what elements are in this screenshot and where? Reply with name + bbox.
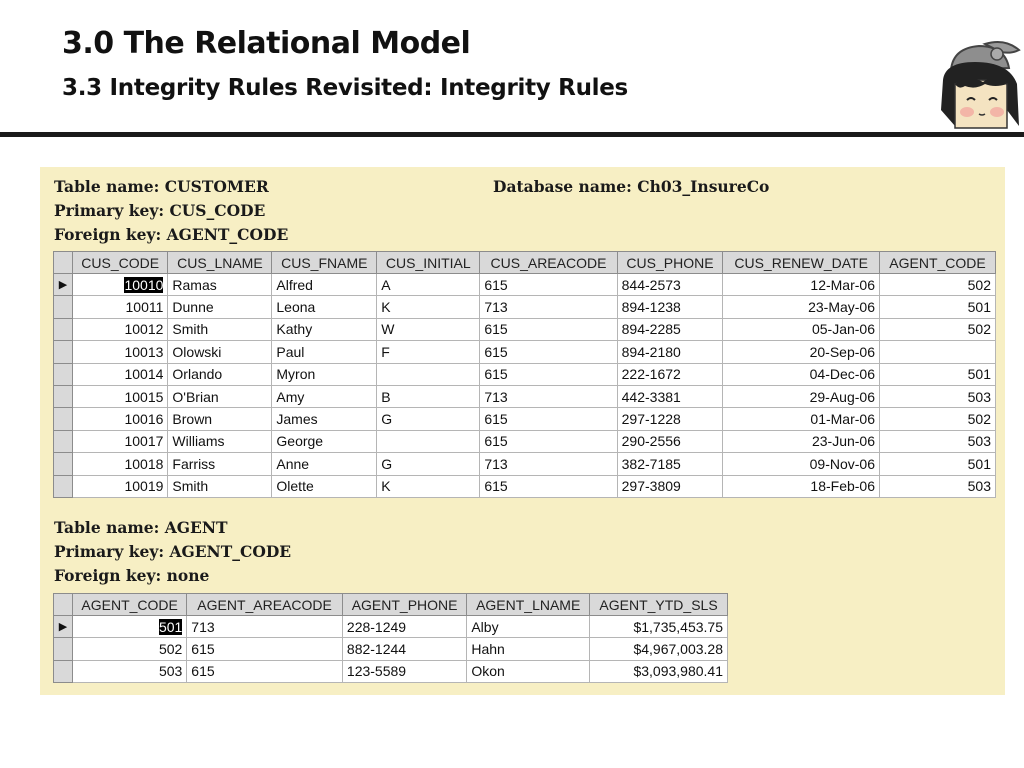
row-selector-header [54, 594, 73, 616]
table-cell[interactable] [168, 363, 272, 385]
cell-value: 503 [967, 478, 991, 495]
column-header[interactable]: CUS_PHONE [617, 252, 723, 274]
figure-panel [40, 167, 1005, 695]
table-cell[interactable] [272, 385, 377, 407]
table-cell[interactable] [723, 341, 880, 363]
table-cell[interactable] [377, 341, 480, 363]
cell-value: 501 [158, 618, 183, 635]
cell-value: 12-Mar-06 [810, 276, 875, 293]
cell-value: 894-1238 [621, 299, 681, 316]
cell-value: 713 [484, 299, 508, 316]
cell-value: 615 [484, 343, 508, 360]
cell-value: 501 [967, 455, 991, 472]
cell-value: 502 [158, 641, 183, 658]
table-row[interactable] [54, 385, 996, 407]
agent-table [53, 593, 728, 683]
column-header[interactable]: AGENT_PHONE [342, 594, 466, 616]
table-cell[interactable] [617, 475, 723, 497]
column-header[interactable]: AGENT_AREACODE [187, 594, 343, 616]
table-row[interactable] [54, 318, 996, 340]
cell-value: Myron [276, 366, 316, 383]
cell-value: 10011 [125, 299, 164, 316]
row-selector[interactable] [54, 341, 73, 363]
cell-value: 501 [967, 299, 991, 316]
table-cell[interactable] [467, 616, 590, 638]
cell-value: Hahn [471, 641, 505, 658]
table-cell[interactable] [342, 660, 466, 682]
column-header[interactable]: CUS_CODE [73, 252, 168, 274]
table-cell[interactable] [73, 408, 168, 430]
table-cell[interactable] [187, 638, 343, 660]
table-cell[interactable] [723, 274, 880, 296]
cell-value: George [276, 433, 324, 450]
table-cell[interactable] [480, 296, 617, 318]
cell-value: 615 [484, 276, 508, 293]
cell-value: 615 [484, 478, 508, 495]
cell-value: Anne [276, 455, 310, 472]
cell-value: K [381, 478, 391, 495]
table-cell[interactable] [73, 660, 187, 682]
cell-value: 615 [484, 411, 508, 428]
table-cell[interactable] [480, 430, 617, 452]
cell-value: 290-2556 [621, 433, 681, 450]
table-cell[interactable] [480, 475, 617, 497]
cell-value: 382-7185 [621, 455, 681, 472]
table-cell[interactable] [168, 341, 272, 363]
table-cell[interactable] [272, 296, 377, 318]
table-row[interactable] [54, 296, 996, 318]
cell-value: Ramas [172, 276, 217, 293]
cell-value: 615 [191, 663, 215, 680]
table-row[interactable] [54, 274, 996, 296]
column-header[interactable]: AGENT_LNAME [467, 594, 590, 616]
cell-value: G [381, 455, 393, 472]
table-cell[interactable] [880, 453, 996, 475]
table-cell[interactable] [590, 616, 728, 638]
table-cell[interactable] [73, 430, 168, 452]
cell-value: 713 [484, 388, 508, 405]
table-cell[interactable] [467, 638, 590, 660]
table-row[interactable] [54, 341, 996, 363]
mascot-icon [935, 40, 1024, 132]
agent-metadata [54, 516, 291, 588]
table-cell[interactable] [617, 296, 723, 318]
table-cell[interactable] [880, 341, 996, 363]
table-cell[interactable] [480, 363, 617, 385]
table-cell[interactable] [617, 408, 723, 430]
table-row[interactable] [54, 638, 728, 660]
cell-value: B [381, 388, 391, 405]
table-cell[interactable] [272, 318, 377, 340]
row-selector[interactable] [54, 363, 73, 385]
table-cell[interactable] [377, 408, 480, 430]
table-cell[interactable] [168, 318, 272, 340]
agent-primary-key: Primary key: AGENT_CODE [54, 542, 292, 561]
table-cell[interactable] [880, 430, 996, 452]
table-cell[interactable] [73, 363, 168, 385]
cell-value: Smith [172, 321, 209, 338]
table-cell[interactable] [880, 274, 996, 296]
cell-value: 503 [158, 663, 183, 680]
cell-value: Brown [172, 411, 213, 428]
row-selector[interactable] [54, 660, 73, 682]
cell-value: Orlando [172, 366, 223, 383]
table-cell[interactable] [723, 430, 880, 452]
table-cell[interactable] [272, 274, 377, 296]
row-selector[interactable] [54, 318, 73, 340]
table-cell[interactable] [467, 660, 590, 682]
table-cell[interactable] [272, 453, 377, 475]
cell-value: $3,093,980.41 [633, 663, 723, 680]
cell-value: 503 [967, 433, 991, 450]
cell-value: 615 [484, 366, 508, 383]
cell-value: 29-Aug-06 [809, 388, 875, 405]
cell-value: 10016 [124, 411, 164, 428]
cell-value: F [381, 343, 390, 360]
column-header[interactable]: CUS_AREACODE [480, 252, 617, 274]
row-selector[interactable] [54, 296, 73, 318]
table-cell[interactable] [272, 475, 377, 497]
table-cell[interactable] [73, 453, 168, 475]
table-row[interactable] [54, 616, 728, 638]
table-cell[interactable] [880, 408, 996, 430]
cell-value: 713 [191, 618, 215, 635]
table-cell[interactable] [73, 475, 168, 497]
table-cell[interactable] [168, 430, 272, 452]
column-header[interactable]: AGENT_CODE [73, 594, 187, 616]
cell-value: Farriss [172, 455, 216, 472]
cell-value: O'Brian [172, 388, 219, 405]
current-record-arrow-icon[interactable]: ▶ [54, 274, 73, 296]
column-header[interactable]: CUS_LNAME [168, 252, 272, 274]
table-cell[interactable] [880, 296, 996, 318]
row-selector[interactable] [54, 430, 73, 452]
table-cell[interactable] [342, 616, 466, 638]
cell-value: 04-Dec-06 [809, 366, 875, 383]
table-cell[interactable] [168, 296, 272, 318]
cell-value: Okon [471, 663, 505, 680]
table-row[interactable] [54, 453, 996, 475]
cell-value: 10017 [124, 433, 164, 450]
cell-value: Leona [276, 299, 316, 316]
cell-value: W [381, 321, 395, 338]
cell-value: 615 [484, 433, 508, 450]
row-selector-header [54, 252, 73, 274]
cell-value: Alby [471, 618, 499, 635]
cell-value: Amy [276, 388, 305, 405]
cell-value: 882-1244 [346, 641, 407, 658]
cell-value: 23-May-06 [808, 299, 875, 316]
table-cell[interactable] [723, 318, 880, 340]
table-row[interactable] [54, 408, 996, 430]
cell-value: 501 [967, 366, 991, 383]
table-cell[interactable] [377, 274, 480, 296]
table-row[interactable] [54, 660, 728, 682]
table-cell[interactable] [617, 453, 723, 475]
customer-header-row [54, 252, 996, 274]
table-cell[interactable] [272, 408, 377, 430]
table-cell[interactable] [480, 385, 617, 407]
table-cell[interactable] [617, 274, 723, 296]
cell-value: 18-Feb-06 [810, 478, 875, 495]
customer-table-name: Table name: CUSTOMER [54, 177, 269, 196]
column-header[interactable]: AGENT_CODE [880, 252, 996, 274]
row-selector[interactable] [54, 408, 73, 430]
cell-value: 615 [484, 321, 508, 338]
cell-value: $1,735,453.75 [633, 618, 723, 635]
table-cell[interactable] [187, 660, 343, 682]
row-selector[interactable] [54, 638, 73, 660]
cell-value: Williams [172, 433, 225, 450]
cell-value: 23-Jun-06 [811, 433, 875, 450]
cell-value: 123-5589 [346, 663, 407, 680]
table-cell[interactable] [480, 341, 617, 363]
cell-value: Olowski [172, 343, 222, 360]
database-name: Database name: Ch03_InsureCo [493, 177, 770, 196]
row-selector[interactable] [54, 385, 73, 407]
table-cell[interactable] [723, 363, 880, 385]
column-header[interactable]: CUS_INITIAL [377, 252, 480, 274]
table-cell[interactable] [272, 430, 377, 452]
table-cell[interactable] [590, 660, 728, 682]
cell-value: 10013 [124, 343, 164, 360]
table-cell[interactable] [590, 638, 728, 660]
agent-header-row [54, 594, 728, 616]
table-cell[interactable] [880, 318, 996, 340]
cell-value: Olette [276, 478, 314, 495]
cell-value: 05-Jan-06 [811, 321, 875, 338]
table-cell[interactable] [73, 341, 168, 363]
table-cell[interactable] [168, 408, 272, 430]
cell-value: 502 [967, 276, 991, 293]
cell-value: Dunne [172, 299, 214, 316]
cell-value: 10010 [124, 276, 164, 293]
table-cell[interactable] [168, 475, 272, 497]
table-row[interactable] [54, 363, 996, 385]
table-cell[interactable] [73, 616, 187, 638]
cell-value: 297-1228 [621, 411, 681, 428]
table-cell[interactable] [73, 296, 168, 318]
current-record-arrow-icon[interactable]: ▶ [54, 616, 73, 638]
table-cell[interactable] [377, 453, 480, 475]
cell-value: 894-2285 [621, 321, 681, 338]
cell-value: G [381, 411, 393, 428]
customer-table [53, 251, 996, 498]
cell-value: 442-3381 [621, 388, 681, 405]
table-cell[interactable] [480, 453, 617, 475]
table-cell[interactable] [168, 274, 272, 296]
cell-value: 10018 [124, 455, 164, 472]
table-cell[interactable] [377, 475, 480, 497]
cell-value: 10015 [124, 388, 164, 405]
table-cell[interactable] [342, 638, 466, 660]
table-cell[interactable] [73, 638, 187, 660]
cell-value: $4,967,003.28 [633, 641, 723, 658]
table-cell[interactable] [377, 296, 480, 318]
cell-value: Paul [276, 343, 305, 360]
cell-value: James [276, 411, 318, 428]
cell-value: 502 [967, 411, 991, 428]
cell-value: 894-2180 [621, 343, 681, 360]
table-cell[interactable] [617, 363, 723, 385]
slide-subtitle: 3.3 Integrity Rules Revisited: Integrity Rules [62, 75, 628, 101]
table-cell[interactable] [880, 385, 996, 407]
table-cell[interactable] [723, 296, 880, 318]
cell-value: 01-Mar-06 [810, 411, 875, 428]
cell-value: 615 [191, 641, 215, 658]
table-cell[interactable] [272, 341, 377, 363]
table-cell[interactable] [168, 385, 272, 407]
table-cell[interactable] [723, 453, 880, 475]
table-cell[interactable] [723, 475, 880, 497]
table-cell[interactable] [617, 430, 723, 452]
column-header[interactable]: CUS_FNAME [272, 252, 377, 274]
agent-foreign-key: Foreign key: none [54, 566, 210, 585]
row-selector[interactable] [54, 453, 73, 475]
slide-title: 3.0 The Relational Model [62, 26, 471, 61]
table-cell[interactable] [880, 363, 996, 385]
cell-value: 502 [967, 321, 991, 338]
agent-table-name: Table name: AGENT [54, 518, 228, 537]
cell-value: Smith [172, 478, 209, 495]
cell-value: 09-Nov-06 [809, 455, 875, 472]
table-cell[interactable] [480, 274, 617, 296]
table-cell[interactable] [617, 318, 723, 340]
customer-primary-key: Primary key: CUS_CODE [54, 201, 266, 220]
table-cell[interactable] [73, 385, 168, 407]
cell-value: A [381, 276, 391, 293]
cell-value: 297-3809 [621, 478, 681, 495]
cell-value: 20-Sep-06 [809, 343, 875, 360]
table-cell[interactable] [377, 385, 480, 407]
table-cell[interactable] [480, 318, 617, 340]
table-cell[interactable] [168, 453, 272, 475]
table-cell[interactable] [377, 430, 480, 452]
cell-value: 10014 [124, 366, 164, 383]
table-cell[interactable] [187, 616, 343, 638]
cell-value: K [381, 299, 391, 316]
table-cell[interactable] [617, 341, 723, 363]
cell-value: Kathy [276, 321, 313, 338]
table-row[interactable] [54, 430, 996, 452]
table-cell[interactable] [617, 385, 723, 407]
cell-value: 228-1249 [346, 618, 407, 635]
table-cell[interactable] [723, 385, 880, 407]
table-cell[interactable] [880, 475, 996, 497]
column-header[interactable]: AGENT_YTD_SLS [590, 594, 728, 616]
customer-foreign-key: Foreign key: AGENT_CODE [54, 225, 289, 244]
table-cell[interactable] [480, 408, 617, 430]
cell-value: 844-2573 [621, 276, 681, 293]
cell-value: 10012 [124, 321, 164, 338]
table-cell[interactable] [272, 363, 377, 385]
column-header[interactable]: CUS_RENEW_DATE [723, 252, 880, 274]
table-row[interactable] [54, 475, 996, 497]
title-divider [0, 132, 1024, 137]
cell-value: 503 [967, 388, 991, 405]
table-cell[interactable] [377, 318, 480, 340]
table-cell[interactable] [723, 408, 880, 430]
row-selector[interactable] [54, 475, 73, 497]
cell-value: Alfred [276, 276, 313, 293]
cell-value: 10019 [124, 478, 164, 495]
cell-value: 713 [484, 455, 508, 472]
customer-metadata [54, 175, 288, 247]
table-cell[interactable] [377, 363, 480, 385]
table-cell[interactable] [73, 318, 168, 340]
table-cell[interactable] [73, 274, 168, 296]
cell-value: 222-1672 [621, 366, 681, 383]
